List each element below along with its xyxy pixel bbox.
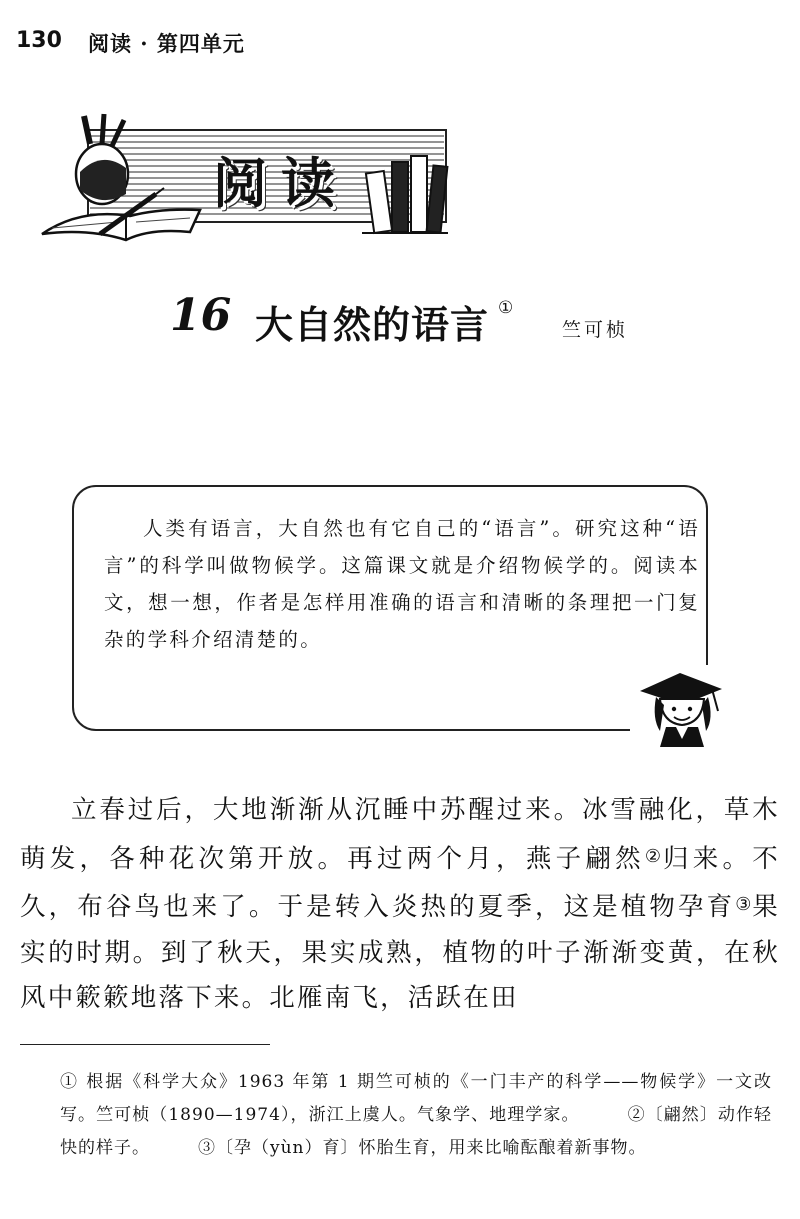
footnote-marker: ③ xyxy=(735,894,753,915)
footnote-3: ③〔孕（yùn）育〕怀胎生育，用来比喻酝酿着新事物。 xyxy=(198,1138,647,1158)
graduate-mascot-icon xyxy=(630,665,730,747)
footnote-marker: ① xyxy=(498,298,514,318)
lesson-title: 大自然的语言 xyxy=(255,303,490,347)
body-text-part: 归来。不久，布谷鸟也来了。于是转入炎热的夏季，这是植物孕育 xyxy=(20,843,781,922)
body-paragraph xyxy=(20,788,780,1022)
running-header: 阅读 · 第四单元 xyxy=(88,31,245,56)
body-text-part: 果实的时期。到了秋天，果实成熟，植物的叶子渐渐变黄，在秋风中簌簌地落下来。北雁南飞，活跃在田 xyxy=(20,892,780,1013)
pencil-cup-icon xyxy=(76,114,128,204)
footnote-divider xyxy=(20,1044,270,1045)
footnote-2: ②〔翩然〕动作轻快的样子。 xyxy=(60,1105,773,1158)
author-name: 竺可桢 xyxy=(562,319,629,341)
intro-text: 人类有语言，大自然也有它自己的“语言”。研究这种“语言”的科学叫做物候学。这篇课文就是介绍物候学的。阅读本文，想一想，作者是怎样用准确的语言和清晰的条理把一门复杂的学科介绍清楚的。 xyxy=(104,517,700,651)
footnotes xyxy=(60,1066,772,1165)
body-text-part: 立春过后，大地渐渐从沉睡中苏醒过来。冰雪融化，草木萌发，各种花次第开放。再过两个月，燕子翩然 xyxy=(20,795,780,874)
lesson-number: 16 xyxy=(170,290,232,341)
page-number: 130 xyxy=(16,28,62,53)
footnote-marker: ② xyxy=(644,845,664,867)
footnote-1: ① 根据《科学大众》1963 年第 1 期竺可桢的《一门丰产的科学——物候学》一文改写。竺可桢（1890—1974），浙江上虞人。气象学、地理学家。 xyxy=(60,1072,772,1125)
banner-title: 阅读 xyxy=(213,151,349,215)
